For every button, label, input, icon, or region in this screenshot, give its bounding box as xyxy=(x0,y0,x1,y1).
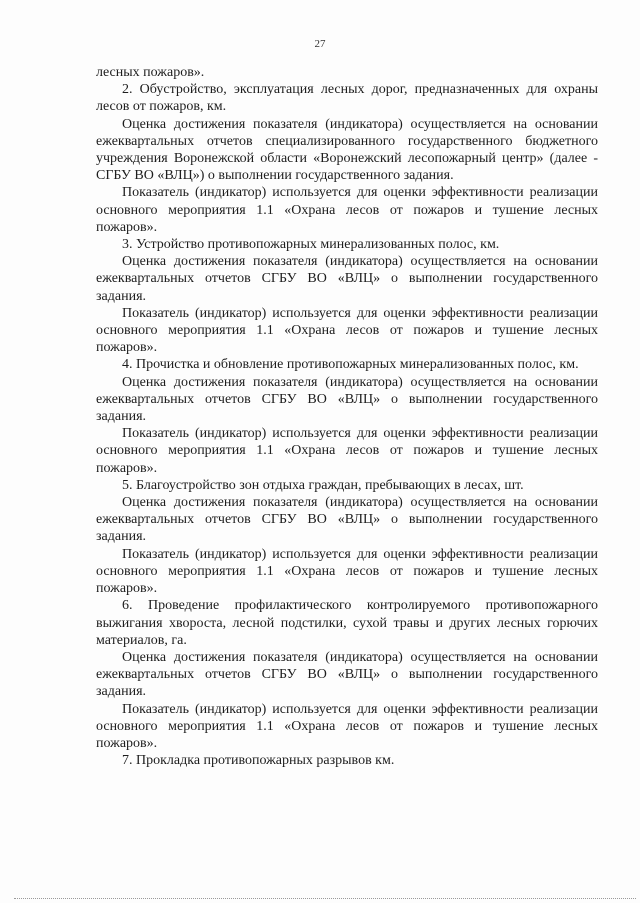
paragraph: Оценка достижения показателя (индикатора) осуществляется на основании ежеквартальных отчетов СГБУ ВО «ВЛЦ» о выполнении государственного задания. xyxy=(96,649,598,700)
paragraph: Оценка достижения показателя (индикатора) осуществляется на основании ежеквартальных отчетов СГБУ ВО «ВЛЦ» о выполнении государственного задания. xyxy=(96,495,598,545)
paragraph: 5. Благоустройство зон отдыха граждан, пребывающих в лесах, шт. xyxy=(122,477,524,493)
paragraph: лесных пожаров». xyxy=(96,65,205,80)
paragraph: Показатель (индикатор) используется для оценки эффективности реализации основного мероприятия 1.1 «Охрана лесов от пожаров и тушение лесных пожаров». xyxy=(96,701,598,751)
paragraph: Оценка достижения показателя (индикатора) осуществляется на основании ежеквартальных отчетов СГБУ ВО «ВЛЦ» о выполнении государственного задания. xyxy=(96,374,598,425)
paragraph: Показатель (индикатор) используется для оценки эффективности реализации основного мероприятия 1.1 «Охрана лесов от пожаров и тушение лесных пожаров». xyxy=(96,546,598,597)
paragraph: 4. Прочистка и обновление противопожарных минерализованных полос, км. xyxy=(122,357,579,373)
paragraph: 6. Проведение профилактического контролируемого противопожарного выжигания хвороста, лесной подстилки, сухой травы и других лесных горючих материалов, га. xyxy=(96,598,598,648)
paragraph: 7. Прокладка противопожарных разрывов км. xyxy=(122,753,395,769)
paragraph: 2. Обустройство, эксплуатация лесных дорог, предназначенных для охраны лесов от пожаров, км. xyxy=(96,82,598,115)
page-bottom-edge xyxy=(14,898,636,899)
paragraph: Оценка достижения показателя (индикатора) осуществляется на основании ежеквартальных отчетов СГБУ ВО «ВЛЦ» о выполнении государственного задания. xyxy=(96,254,598,304)
document-body xyxy=(96,64,598,769)
page-number: 27 xyxy=(314,38,326,50)
paragraph: Показатель (индикатор) используется для оценки эффективности реализации основного мероприятия 1.1 «Охрана лесов от пожаров и тушение лесных пожаров». xyxy=(96,185,598,235)
paragraph: Оценка достижения показателя (индикатора) осуществляется на основании ежеквартальных отчетов специализированного государственного бюджетного учреждения Воронежской области «Воронежский лесопожарный центр» (далее - СГБУ ВО «ВЛЦ») о выполнении государственного задания. xyxy=(96,116,598,184)
paragraph: Показатель (индикатор) используется для оценки эффективности реализации основного мероприятия 1.1 «Охрана лесов от пожаров и тушение лесных пожаров». xyxy=(96,426,598,476)
paragraph: Показатель (индикатор) используется для оценки эффективности реализации основного мероприятия 1.1 «Охрана лесов от пожаров и тушение лесных пожаров». xyxy=(96,305,598,356)
paragraph: 3. Устройство противопожарных минерализованных полос, км. xyxy=(122,237,500,253)
